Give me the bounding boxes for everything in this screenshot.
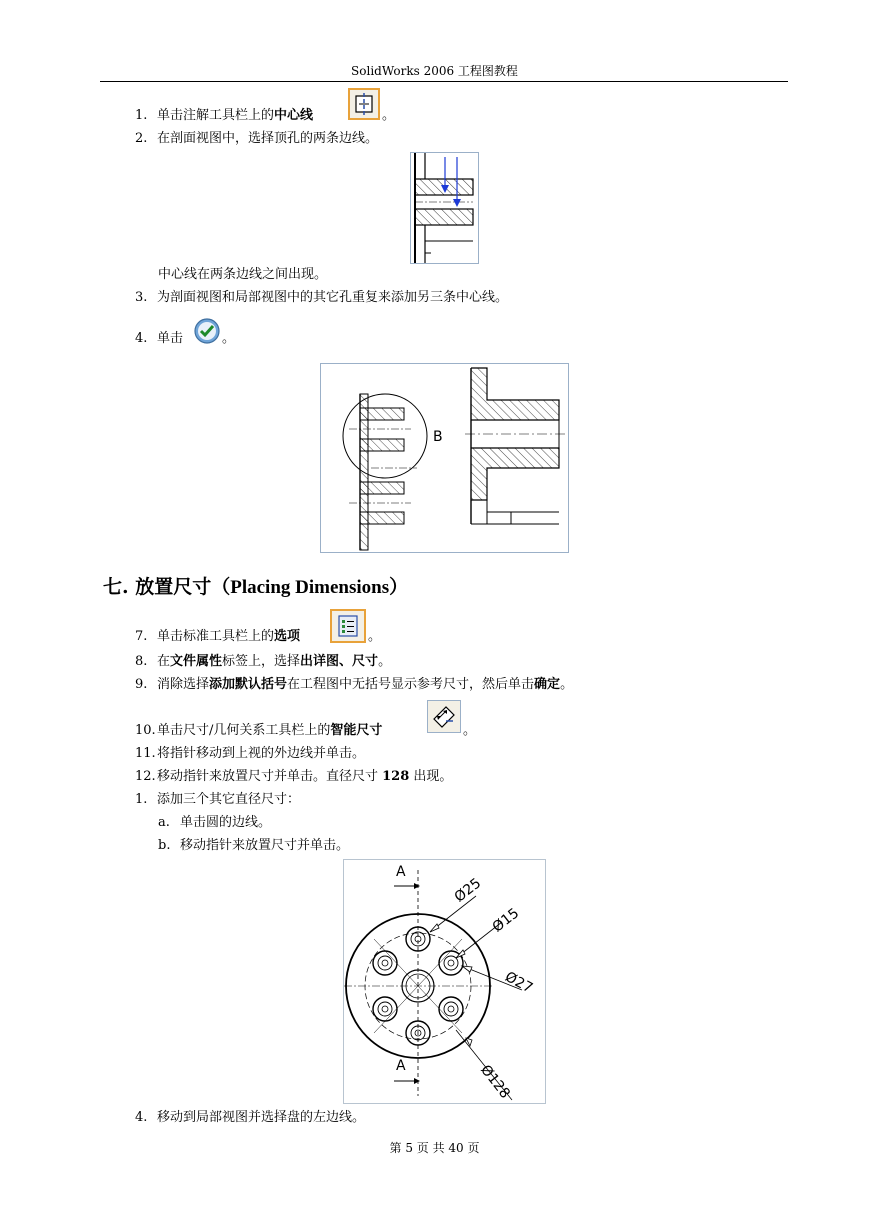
step-text: 单击注解工具栏上的 xyxy=(157,108,275,123)
centerline-selection-figure xyxy=(410,152,479,264)
step-7 xyxy=(135,629,300,645)
step-1-end: 。 xyxy=(382,108,396,123)
step-number: 11. xyxy=(135,746,156,761)
step-2 xyxy=(135,131,378,147)
step-text: 单击圆的边线。 xyxy=(180,815,272,830)
smart-dimension-icon xyxy=(428,701,460,732)
section-mark-bottom: A xyxy=(396,1058,406,1074)
options-icon xyxy=(332,611,364,641)
dimension-d25: Ø25 xyxy=(451,875,485,906)
dimension-d15: Ø15 xyxy=(489,905,523,936)
step-text: 单击 xyxy=(157,331,184,346)
step-11 xyxy=(135,746,365,762)
step-text: 出现。 xyxy=(409,769,453,784)
step-add-dimensions xyxy=(135,792,300,808)
section-heading xyxy=(103,572,408,599)
ok-term: 确定 xyxy=(534,677,561,692)
step-number: 4. xyxy=(135,1110,148,1125)
step-10-end: 。 xyxy=(463,723,477,738)
step-8 xyxy=(135,654,391,670)
step-text: 在 xyxy=(157,654,171,669)
step-text: 移动到局部视图并选择盘的左边线。 xyxy=(157,1110,366,1125)
step-text: 移动指针来放置尺寸并单击。直径尺寸 xyxy=(157,769,383,784)
step-4-end: 。 xyxy=(222,331,236,346)
add-default-parentheses-term: 添加默认括号 xyxy=(209,677,288,692)
section-mark-top: A xyxy=(396,864,406,880)
centerline-icon xyxy=(350,90,378,118)
step-text: 消除选择 xyxy=(157,677,210,692)
step-text: 移动指针来放置尺寸并单击。 xyxy=(180,838,350,853)
step-number: 12. xyxy=(135,769,156,784)
step-number: 9. xyxy=(135,677,148,692)
smart-dimension-term: 智能尺寸 xyxy=(330,723,383,738)
step-number: b. xyxy=(158,838,171,853)
step-3 xyxy=(135,290,508,306)
step-number: 2. xyxy=(135,131,148,146)
step-text: 单击标准工具栏上的 xyxy=(157,629,275,644)
step-text: 。 xyxy=(378,654,392,669)
options-tool-button[interactable] xyxy=(330,609,366,643)
step-12 xyxy=(135,769,452,785)
section-subtitle: （Placing Dimensions） xyxy=(211,577,409,598)
step-text: 在剖面视图中，选择顶孔的两条边线。 xyxy=(157,131,379,146)
step-4 xyxy=(135,331,183,347)
options-term: 选项 xyxy=(274,629,301,644)
detailing-dimensions-term: 出详图、尺寸 xyxy=(300,654,379,669)
header-rule xyxy=(100,81,788,82)
smart-dimension-tool-button[interactable] xyxy=(427,700,461,733)
dimension-d27: Ø27 xyxy=(502,968,536,997)
section-title: 七. 放置尺寸 xyxy=(103,576,212,598)
step-text: 添加三个其它直径尺寸： xyxy=(157,792,301,807)
step-number: 1. xyxy=(135,792,148,807)
step-9 xyxy=(135,677,573,693)
substep-a xyxy=(158,815,271,831)
section-edges-drawing xyxy=(411,153,478,263)
step-number: 10. xyxy=(135,723,156,738)
substep-b xyxy=(158,838,349,854)
step-1 xyxy=(135,108,313,124)
dimension-value: 128 xyxy=(382,769,410,784)
page-footer: 第 5 页 共 40 页 xyxy=(389,1141,480,1155)
ok-button[interactable] xyxy=(192,316,222,346)
detail-label: B xyxy=(433,429,443,445)
step-number: 1. xyxy=(135,108,148,123)
step-text: 在工程图中无括号显示参考尺寸，然后单击 xyxy=(287,677,535,692)
centerline-tool-button[interactable] xyxy=(348,88,380,120)
section-detail-drawing xyxy=(321,364,568,552)
page-header: SolidWorks 2006 工程图教程 xyxy=(351,64,518,78)
step-number: a. xyxy=(158,815,170,830)
dimensioned-view-figure xyxy=(343,859,546,1104)
centerline-term: 中心线 xyxy=(274,108,314,123)
step-text: 。 xyxy=(560,677,574,692)
step-4-last xyxy=(135,1110,365,1126)
step-number: 4. xyxy=(135,331,148,346)
dimension-d128: Ø128 xyxy=(477,1062,514,1102)
step-2-result: 中心线在两条边线之间出现。 xyxy=(158,267,328,282)
step-text: 单击尺寸/几何关系工具栏上的 xyxy=(157,723,331,738)
step-text: 标签上，选择 xyxy=(222,654,301,669)
step-text: 将指针移动到上视的外边线并单击。 xyxy=(157,746,366,761)
section-detail-figure xyxy=(320,363,569,553)
step-number: 7. xyxy=(135,629,148,644)
file-properties-term: 文件属性 xyxy=(170,654,223,669)
step-text: 为剖面视图和局部视图中的其它孔重复来添加另三条中心线。 xyxy=(157,290,509,305)
dimensioned-top-view xyxy=(344,860,545,1103)
step-number: 3. xyxy=(135,290,148,305)
step-10 xyxy=(135,723,382,739)
checkmark-icon xyxy=(192,316,222,346)
step-number: 8. xyxy=(135,654,148,669)
step-7-end: 。 xyxy=(368,629,382,644)
